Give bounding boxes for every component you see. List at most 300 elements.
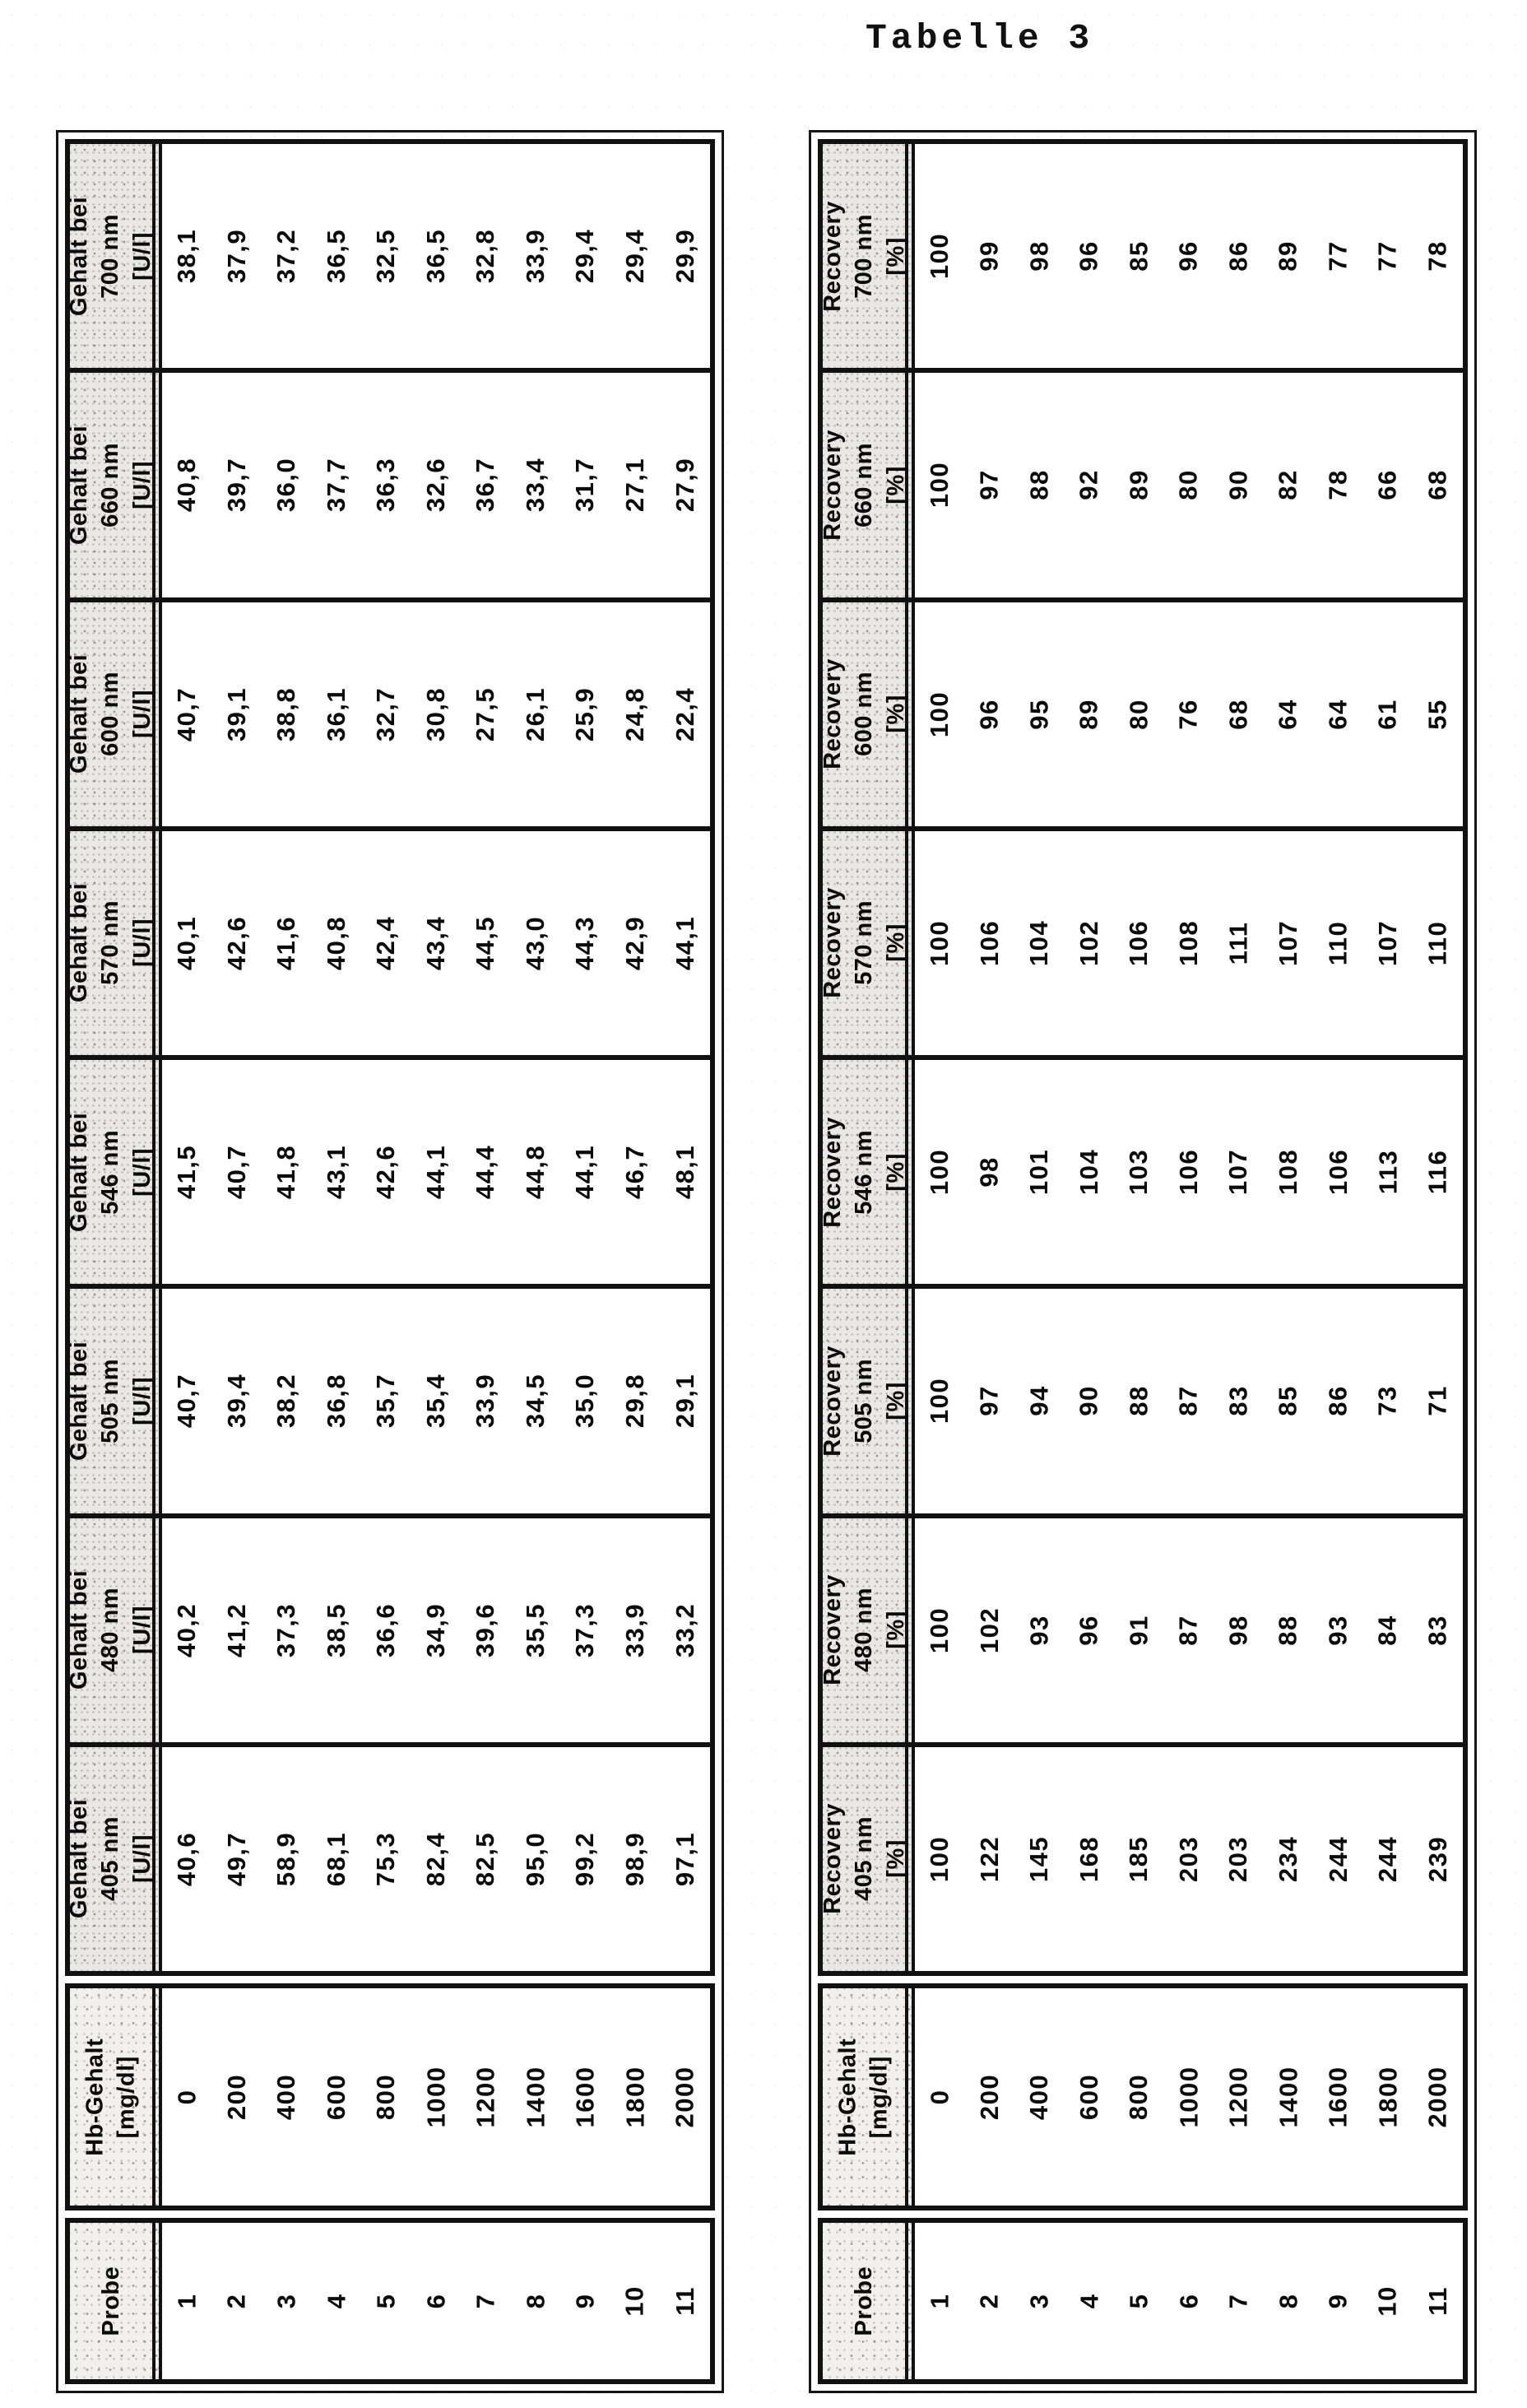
value: 11	[1423, 2286, 1452, 2316]
value: 40,7	[221, 1144, 251, 1200]
value-cell	[162, 602, 212, 826]
value-cell	[560, 1988, 610, 2206]
value-cell	[212, 1747, 262, 1971]
value-cell	[262, 1518, 312, 1742]
value-cell	[212, 1060, 262, 1284]
value-cell	[461, 2223, 511, 2379]
row-header-cell	[66, 1747, 162, 1971]
value: 0	[925, 2089, 954, 2105]
value-cell	[560, 1518, 610, 1742]
value: 98	[1223, 1614, 1253, 1646]
value-cell	[660, 373, 710, 597]
value: 43,0	[521, 915, 550, 971]
header-line: 700 nm	[97, 213, 124, 299]
value: 111	[1223, 921, 1253, 965]
value: 2	[974, 2293, 1004, 2309]
value-cell	[1413, 1289, 1463, 1513]
value-cell	[361, 1289, 411, 1513]
row-values	[162, 2223, 710, 2379]
value-cell	[560, 1289, 610, 1513]
value-cell	[312, 144, 362, 368]
header-line: Gehalt bei	[66, 1799, 93, 1919]
recovery-row-570-nm	[819, 831, 1463, 1060]
header-line: [U/l]	[129, 1834, 156, 1884]
value: 97	[974, 1385, 1004, 1417]
row-header-text	[64, 197, 159, 316]
header-line: Gehalt bei	[66, 1341, 93, 1461]
value-cell	[610, 1289, 661, 1513]
row-header-cell	[823, 2223, 915, 2379]
row-header-text	[64, 654, 159, 774]
value-cell	[162, 1289, 212, 1513]
value-cell	[262, 144, 312, 368]
value-cell	[212, 1289, 262, 1513]
value: 82,4	[421, 1831, 451, 1887]
value-cell	[1264, 2223, 1314, 2379]
value: 68	[1223, 698, 1253, 730]
value: 107	[1274, 919, 1303, 966]
row-header-cell	[66, 373, 162, 597]
value: 90	[1223, 469, 1253, 501]
value: 40,1	[172, 915, 202, 971]
value-cell	[312, 602, 362, 826]
value: 71	[1423, 1385, 1452, 1417]
value-cell	[1313, 831, 1363, 1055]
row-header-cell	[819, 1289, 915, 1513]
value: 89	[1074, 698, 1103, 730]
value-cell	[461, 831, 511, 1055]
gehalt-hb-section	[65, 1983, 715, 2210]
value-cell	[610, 1060, 661, 1284]
header-line: [U/l]	[129, 918, 156, 968]
value-cell	[610, 1988, 661, 2206]
value: 39,4	[221, 1374, 251, 1429]
value: 600	[321, 2073, 350, 2121]
value-cell	[312, 1060, 362, 1284]
value: 104	[1024, 919, 1054, 966]
header-line: Gehalt bei	[66, 425, 93, 545]
value: 106	[974, 919, 1004, 966]
value-cell	[1363, 1747, 1413, 1971]
value-cell	[411, 144, 462, 368]
value: 92	[1074, 469, 1103, 501]
value-cell	[212, 602, 262, 826]
value: 83	[1423, 1614, 1452, 1646]
value: 34,5	[521, 1374, 550, 1429]
value: 44,1	[670, 915, 699, 971]
value: 43,4	[421, 915, 451, 971]
value-cell	[1164, 1747, 1214, 1971]
value-cell	[1363, 1518, 1413, 1742]
value: 27,1	[620, 458, 650, 513]
value-cell	[411, 831, 462, 1055]
value-cell	[965, 1747, 1015, 1971]
value-cell	[1065, 1289, 1115, 1513]
header-line: 405 nm	[97, 1816, 124, 1902]
value: 76	[1174, 698, 1204, 730]
value: 9	[570, 2293, 600, 2309]
value: 96	[1074, 1614, 1103, 1646]
value: 100	[925, 233, 954, 280]
recovery-row-480-nm	[819, 1518, 1463, 1747]
value-cell	[262, 1988, 312, 2206]
value-cell	[1313, 1988, 1363, 2206]
value-cell	[1164, 1060, 1214, 1284]
header-line: 505 nm	[850, 1358, 877, 1443]
value-cell	[1214, 144, 1264, 368]
row-values	[162, 831, 710, 1055]
gehalt-probe-section	[65, 2218, 715, 2384]
value: 108	[1274, 1149, 1303, 1196]
value: 44,1	[421, 1144, 451, 1200]
value: 38,8	[272, 686, 301, 741]
header-line: Recovery	[819, 1346, 846, 1457]
value: 93	[1323, 1614, 1353, 1646]
value: 58,9	[272, 1831, 301, 1887]
header-line: [%]	[882, 1382, 909, 1420]
value-cell	[1214, 373, 1264, 597]
value: 1000	[1174, 2066, 1204, 2128]
value: 87	[1174, 1385, 1204, 1417]
row-header-cell	[66, 1289, 162, 1513]
header-line: [U/l]	[129, 231, 156, 281]
value-cell	[1363, 1060, 1413, 1284]
value-cell	[461, 1988, 511, 2206]
value: 400	[1024, 2073, 1054, 2121]
value-cell	[361, 831, 411, 1055]
header-line: Recovery	[819, 430, 846, 541]
row-header-cell	[823, 1988, 915, 2206]
value: 64	[1323, 698, 1353, 730]
row-values	[162, 1747, 710, 1971]
value-cell	[1114, 602, 1164, 826]
value: 96	[1174, 240, 1204, 272]
value: 34,9	[421, 1602, 451, 1657]
value: 100	[925, 1835, 954, 1882]
value-cell	[1065, 2223, 1115, 2379]
recovery-row-660-nm	[819, 373, 1463, 602]
value: 1400	[1274, 2066, 1303, 2128]
gehalt-row-hb-gehalt	[70, 1988, 710, 2206]
value-cell	[411, 1747, 462, 1971]
value: 6	[421, 2293, 450, 2309]
value-cell	[965, 373, 1015, 597]
value: 185	[1124, 1835, 1153, 1882]
value: 1000	[421, 2066, 451, 2128]
value: 800	[371, 2073, 401, 2121]
value: 32,5	[371, 228, 401, 284]
row-values	[162, 1060, 710, 1284]
value-cell	[162, 144, 212, 368]
value-cell	[1065, 1060, 1115, 1284]
gehalt-row-505-nm	[66, 1289, 710, 1518]
value-cell	[1014, 602, 1065, 826]
value: 88	[1274, 1614, 1303, 1646]
gehalt-table	[56, 130, 724, 2393]
value-cell	[1413, 144, 1463, 368]
value: 64	[1274, 698, 1303, 730]
value: 42,9	[620, 915, 650, 971]
value-cell	[1114, 144, 1164, 368]
value: 1600	[570, 2066, 600, 2128]
row-values	[162, 1518, 710, 1742]
value: 39,7	[221, 458, 251, 513]
row-values	[162, 602, 710, 826]
value: 44,5	[471, 915, 500, 971]
value-cell	[262, 373, 312, 597]
value-cell	[461, 1747, 511, 1971]
row-values	[915, 1060, 1463, 1284]
value: 106	[1323, 1149, 1353, 1196]
value: 82	[1274, 469, 1303, 501]
row-header-text	[95, 2266, 127, 2336]
row-header-cell	[819, 1060, 915, 1284]
value-cell	[511, 1060, 561, 1284]
value-cell	[511, 1988, 561, 2206]
value-cell	[162, 1518, 212, 1742]
gehalt-bands-section	[65, 139, 715, 1976]
recovery-bands-section	[818, 139, 1468, 1976]
value-cell	[312, 373, 362, 597]
value: 55	[1423, 698, 1452, 730]
row-header-text	[817, 201, 912, 312]
value-cell	[212, 2223, 262, 2379]
value-cell	[511, 1747, 561, 1971]
value: 2000	[670, 2066, 699, 2128]
header-line: Gehalt bei	[66, 654, 93, 774]
value-cell	[1065, 602, 1115, 826]
value: 35,0	[570, 1374, 600, 1429]
value: 26,1	[521, 686, 550, 741]
gehalt-row-405-nm	[66, 1747, 710, 1971]
value: 200	[974, 2073, 1004, 2121]
row-header-text	[64, 1570, 159, 1690]
header-line: 660 nm	[850, 442, 877, 528]
header-line: [%]	[882, 1611, 909, 1649]
value: 10	[620, 2285, 650, 2317]
value-cell	[361, 1747, 411, 1971]
recovery-row-405-nm	[819, 1747, 1463, 1971]
recovery-row-546-nm	[819, 1060, 1463, 1289]
value-cell	[1014, 144, 1065, 368]
value-cell	[1164, 1988, 1214, 2206]
value-cell	[1363, 144, 1413, 368]
value: 78	[1323, 469, 1353, 501]
row-values	[162, 373, 710, 597]
value-cell	[1164, 1518, 1214, 1742]
header-line: Gehalt bei	[66, 196, 93, 316]
value-cell	[1114, 1518, 1164, 1742]
value: 29,8	[620, 1374, 650, 1429]
value: 93	[1024, 1614, 1054, 1646]
value-cell	[965, 144, 1015, 368]
row-header-text	[64, 1113, 159, 1232]
header-line: [U/l]	[129, 1147, 156, 1197]
gehalt-row-700-nm	[66, 144, 710, 373]
value: 95	[1024, 698, 1054, 730]
recovery-row-700-nm	[819, 144, 1463, 373]
header-line: Gehalt bei	[66, 1570, 93, 1690]
row-header-text	[80, 2038, 143, 2155]
value-cell	[1413, 831, 1463, 1055]
recovery-hb-section	[818, 1983, 1468, 2210]
value: 36,5	[421, 228, 451, 284]
row-values	[162, 144, 710, 368]
header-line: 546 nm	[97, 1129, 124, 1215]
value-cell	[965, 1988, 1015, 2206]
row-header-text	[817, 888, 912, 999]
value-cell	[610, 2223, 661, 2379]
value-cell	[411, 602, 462, 826]
row-header-text	[817, 1346, 912, 1457]
value-cell	[1014, 831, 1065, 1055]
value-cell	[1313, 144, 1363, 368]
value-cell	[915, 1988, 965, 2206]
value: 42,6	[221, 915, 251, 971]
value: 7	[471, 2293, 500, 2309]
header-line: Recovery	[819, 1803, 846, 1915]
header-line: 480 nm	[97, 1588, 124, 1673]
value: 103	[1124, 1149, 1153, 1196]
value-cell	[1065, 373, 1115, 597]
value: 39,6	[471, 1602, 500, 1657]
header-line: [U/l]	[129, 1376, 156, 1425]
value: 49,7	[221, 1831, 251, 1887]
value: 106	[1174, 1149, 1204, 1196]
value-cell	[660, 602, 710, 826]
value-cell	[162, 1060, 212, 1284]
value: 9	[1323, 2293, 1353, 2309]
value: 145	[1024, 1835, 1054, 1882]
header-line: 546 nm	[850, 1129, 877, 1215]
header-line: 660 nm	[97, 442, 124, 528]
value-cell	[1413, 1060, 1463, 1284]
row-header-cell	[819, 1518, 915, 1742]
value-cell	[610, 1747, 661, 1971]
value-cell	[511, 144, 561, 368]
value: 38,1	[172, 228, 202, 284]
value: 40,7	[172, 1374, 202, 1429]
value: 41,6	[272, 915, 301, 971]
value: 39,1	[221, 686, 251, 741]
value: 168	[1074, 1835, 1103, 1882]
value-cell	[1264, 1289, 1314, 1513]
value: 61	[1373, 698, 1403, 730]
value-cell	[262, 2223, 312, 2379]
value: 37,9	[221, 228, 251, 284]
value-cell	[1264, 602, 1314, 826]
value-cell	[560, 373, 610, 597]
header-line: Gehalt bei	[66, 1112, 93, 1232]
value-cell	[212, 1988, 262, 2206]
value-cell	[411, 1988, 462, 2206]
value-cell	[461, 1518, 511, 1742]
value: 106	[1124, 919, 1153, 966]
value-cell	[560, 2223, 610, 2379]
value: 40,7	[172, 686, 202, 741]
row-values	[915, 1518, 1463, 1742]
value-cell	[560, 1747, 610, 1971]
value: 100	[925, 919, 954, 966]
gehalt-row-600-nm	[66, 602, 710, 831]
value-cell	[660, 1289, 710, 1513]
value-cell	[312, 2223, 362, 2379]
value: 27,5	[471, 686, 500, 741]
value: 0	[172, 2089, 202, 2105]
value-cell	[1264, 144, 1314, 368]
value-cell	[1264, 1988, 1314, 2206]
value-cell	[361, 1988, 411, 2206]
recovery-row-600-nm	[819, 602, 1463, 831]
value: 29,9	[670, 228, 699, 284]
value: 37,2	[272, 228, 301, 284]
value: 42,6	[371, 1144, 401, 1200]
value: 1200	[471, 2066, 500, 2128]
value-cell	[1363, 602, 1413, 826]
value: 77	[1373, 240, 1403, 272]
value: 110	[1323, 920, 1353, 966]
value: 95,0	[521, 1831, 550, 1887]
value-cell	[1214, 831, 1264, 1055]
row-header-text	[64, 425, 159, 545]
value-cell	[1363, 1289, 1413, 1513]
value-cell	[1065, 144, 1115, 368]
value: 5	[371, 2293, 401, 2309]
value-cell	[1214, 1988, 1264, 2206]
value: 75,3	[371, 1831, 401, 1887]
value: 97,1	[670, 1831, 699, 1887]
header-line: [%]	[882, 236, 909, 276]
value: 200	[221, 2073, 251, 2121]
value-cell	[1363, 1988, 1413, 2206]
row-header-text	[64, 883, 159, 1002]
value-cell	[212, 373, 262, 597]
value-cell	[361, 373, 411, 597]
header-line: 405 nm	[850, 1816, 877, 1902]
value: 38,5	[321, 1602, 350, 1657]
value-cell	[461, 602, 511, 826]
header-line: 570 nm	[850, 900, 877, 986]
value-cell	[915, 1289, 965, 1513]
value: 83	[1223, 1385, 1253, 1417]
value-cell	[511, 1518, 561, 1742]
value-cell	[1264, 1518, 1314, 1742]
value: 1400	[521, 2066, 550, 2128]
value-cell	[1214, 1289, 1264, 1513]
value: 86	[1223, 240, 1253, 272]
value: 68	[1423, 469, 1452, 501]
value: 33,9	[521, 228, 550, 284]
value-cell	[411, 1518, 462, 1742]
row-header-text	[817, 658, 912, 769]
value-cell	[915, 1518, 965, 1742]
value-cell	[1413, 373, 1463, 597]
value-cell	[660, 831, 710, 1055]
value-cell	[1214, 1060, 1264, 1284]
value-cell	[461, 144, 511, 368]
value-cell	[1014, 1060, 1065, 1284]
value: 100	[925, 1606, 954, 1653]
value-cell	[411, 1060, 462, 1284]
value: 40,8	[321, 915, 350, 971]
value: 98	[1024, 240, 1054, 272]
row-values	[915, 373, 1463, 597]
value-cell	[361, 2223, 411, 2379]
value-cell	[660, 1747, 710, 1971]
value-cell	[1413, 1747, 1463, 1971]
value: 11	[670, 2286, 699, 2316]
value-cell	[965, 602, 1015, 826]
